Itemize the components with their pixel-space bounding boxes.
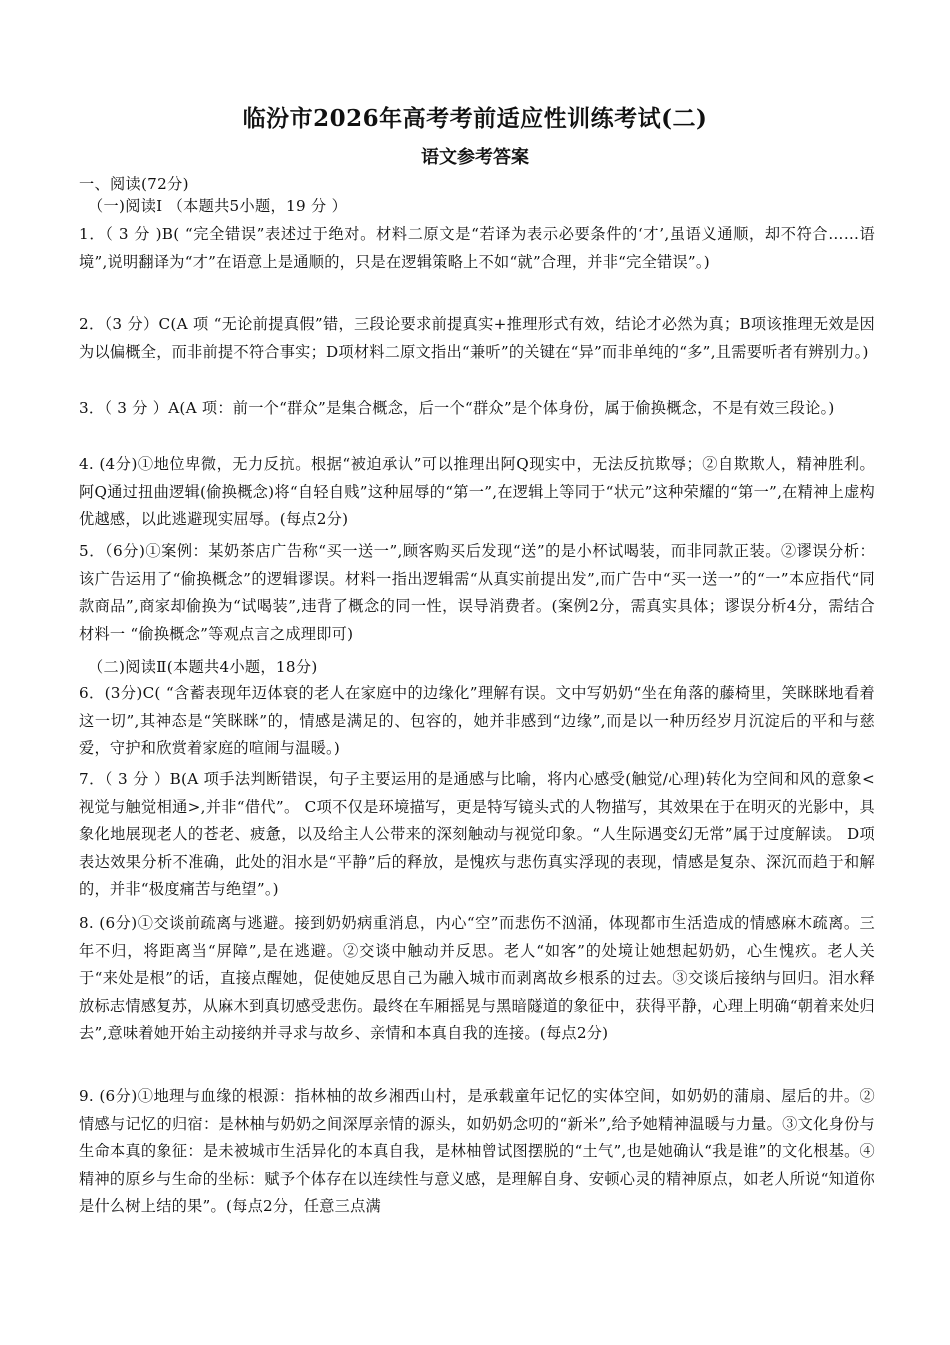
part-heading-reading-2: （二)阅读Ⅱ(本题共4小题，18分) — [88, 658, 318, 676]
answer-q2: 2．（3 分）C(A 项 “无论前提真假”错，三段论要求前提真实+推理形式有效，结论才必然为真；B项该推理无效是因为以偏概全，而非前提不符合事实；D项材料二原文指出“兼听”的关键在“异”而非单纯的“多”,且需要听者有辨别力。) — [79, 315, 875, 361]
document-subtitle: 语文参考答案 — [421, 147, 529, 168]
answer-q4: 4. (4分)①地位卑微，无力反抗。根据“被迫承认”可以推理出阿Q现实中，无法反抗欺辱；②自欺欺人，精神胜利。阿Q通过扭曲逻辑(偷换概念)将“自轻自贱”这种屈辱的“第一”,在逻辑上等同于“状元”这种荣耀的“第一”,在精神上虚构优越感，以此逃避现实屈辱。(每点2分) — [79, 455, 875, 528]
answer-q5: 5．（6分)①案例：某奶茶店广告称“买一送一”,顾客购买后发现“送”的是小杯试喝装，而非同款正装。②谬误分析：该广告运用了“偷换概念”的逻辑谬误。材料一指出逻辑需“从真实前提出发”,而广告中“买一送一”的“一”本应指代“同款商品”,商家却偷换为“试喝装”,违背了概念的同一性，误导消费者。(案例2分，需真实具体；谬误分析4分，需结合材料一 “偷换概念”等观点言之成理即可) — [79, 542, 875, 643]
document-title: 临汾市2026年高考考前适应性训练考试(二) — [242, 105, 708, 132]
answer-q7: 7．（ 3 分 ）B(A 项手法判断错误，句子主要运用的是通感与比喻，将内心感受(触觉/心理)转化为空间和风的意象<视觉与触觉相通>,并非“借代”。 C项不仅是环境描写，更是特写镜头式的人物描写，其效果在于在明灭的光影中，具象化地展现老人的苍老、疲惫，以及给主人公带来的深刻触动与视觉印象。“人生际遇变幻无常”属于过度解读。 D项表达效果分析不准确，此处的泪水是“平静”后的释放，是愧疚与悲伤真实浮现的表现，情感是复杂、深沉而趋于和解的，并非“极度痛苦与绝望”。) — [79, 770, 875, 898]
answer-q9: 9. (6分)①地理与血缘的根源：指林柚的故乡湘西山村，是承载童年记忆的实体空间，如奶奶的蒲扇、屋后的井。②情感与记忆的归宿：是林柚与奶奶之间深厚亲情的源头，如奶奶念叨的“新米”,给予她精神温暖与力量。③文化身份与生命本真的象征：是未被城市生活异化的本真自我，是林柚曾试图摆脱的“土气”,也是她确认“我是谁”的文化根基。④精神的原乡与生命的坐标：赋予个体存在以连续性与意义感，是理解自身、安顿心灵的精神原点，如老人所说“知道你是什么树上结的果”。(每点2分，任意三点满 — [79, 1087, 875, 1215]
section-heading-reading: 一、阅读(72分) — [79, 175, 189, 193]
answer-q1: 1．（ 3 分 )B( “完全错误”表述过于绝对。材料二原文是“若译为表示必要条件的‘才’,虽语义通顺，却不符合……语境”,说明翻译为“才”在语意上是通顺的，只是在逻辑策略上不如“就”合理，并非“完全错误”。) — [79, 225, 875, 271]
answer-q8: 8. (6分)①交谈前疏离与逃避。接到奶奶病重消息，内心“空”而悲伤不汹涌，体现都市生活造成的情感麻木疏离。三年不归，将距离当“屏障”,是在逃避。②交谈中触动并反思。老人“如客”的处境让她想起奶奶，心生愧疚。老人关于“来处是根”的话，直接点醒她，促使她反思自己为融入城市而剥离故乡根系的过去。③交谈后接纳与回归。泪水释放标志情感复苏，从麻木到真切感受悲伤。最终在车厢摇晃与黑暗隧道的象征中，获得平静，心理上明确“朝着来处归去”,意味着她开始主动接纳并寻求与故乡、亲情和本真自我的连接。(每点2分) — [79, 914, 875, 1042]
answer-q6: 6．(3分)C( “含蓄表现年迈体衰的老人在家庭中的边缘化”理解有误。文中写奶奶“坐在角落的藤椅里，笑眯眯地看着这一切”,其神态是“笑眯眯”的，情感是满足的、包容的，她并非感到“边缘”,而是以一种历经岁月沉淀后的平和与慈爱，守护和欣赏着家庭的喧闹与温暖。) — [79, 684, 875, 757]
answer-q3: 3．（ 3 分 ）A(A 项：前一个“群众”是集合概念，后一个“群众”是个体身份，属于偷换概念，不是有效三段论。) — [79, 399, 835, 417]
part-heading-reading-1: （一)阅读I （本题共5小题，19 分 ） — [88, 197, 348, 215]
